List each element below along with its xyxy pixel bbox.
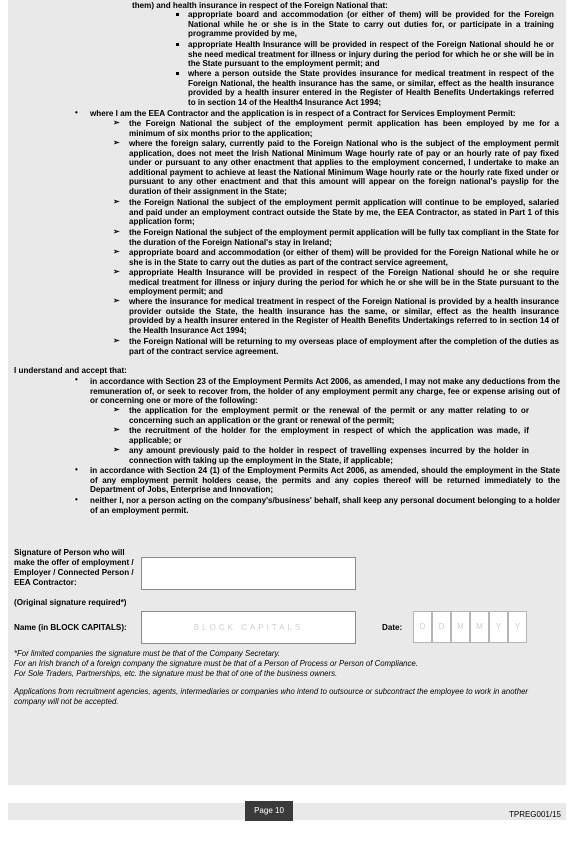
arrow-bullet: ➢ [113, 227, 120, 236]
note-sole-traders: For Sole Traders, Partnerships, etc. the signature must be that of one of the business owners. [14, 669, 338, 678]
name-label: Name (in BLOCK CAPITALS): [14, 623, 127, 632]
bullet-dot: • [75, 375, 78, 384]
eea-item-2: where the foreign salary, currently paid to the Foreign National who is the subject of the employment permit application, does not meet the Irish National Minimum Wage hourly rate of pay or an hourly rate of pay fixed under or pursuant to any other enactment that applies to the employment concerned, I undertake to make an additional payment to achieve at least the National Minimum Wage hourly rate or the hourly rate fixed under or pursuant to any other enactment and that this amount will appear on the foreign national's payslip for the duration of their assignment in the State; [129, 139, 559, 196]
understand-subitem-1: the application for the employment permit or the renewal of the permit or any matter relating to or concerning such an application or the grant or renewal of the permit; [129, 406, 529, 425]
eea-item-4: the Foreign National the subject of the employment permit application will be fully tax compliant in the State for the duration of the Foreign National's stay in Ireland; [129, 228, 559, 247]
arrow-bullet: ➢ [113, 138, 120, 147]
eea-intro: where I am the EEA Contractor and the application is in respect of a Contract for Services Employment Permit: [90, 109, 516, 118]
date-month-1[interactable]: M [451, 611, 470, 643]
square-bullet [176, 72, 179, 75]
bullet-dot: • [75, 495, 78, 504]
applications-note: Applications from recruitment agencies, agents, intermediaries or companies who intend to outsource or subcontract the employee to work in another company will not be accepted. [14, 687, 528, 707]
date-label: Date: [382, 623, 403, 632]
arrow-bullet: ➢ [113, 336, 120, 345]
date-year-1[interactable]: Y [489, 611, 508, 643]
square-bullet [176, 43, 179, 46]
note-limited-companies: *For limited companies the signature must be that of the Company Secretary. [14, 649, 280, 658]
understand-subitem-3: any amount previously paid to the holder in respect of travelling expenses incurred by the holder in connection with taking up the employment in the State, if applicable; [129, 446, 529, 465]
eea-item-3: the Foreign National the subject of the employment permit application will continue to be employed, salaried and paid under an employment contract outside the State by me, the EEA Contractor, as stated in Part 1 of this application form; [129, 198, 559, 227]
understand-heading: I understand and accept that: [14, 366, 127, 375]
date-month-2[interactable]: M [470, 611, 489, 643]
form-code: TPREG001/15 [508, 810, 561, 819]
arrow-bullet: ➢ [113, 197, 120, 206]
name-placeholder: BLOCK CAPITALS [193, 623, 304, 632]
arrow-bullet: ➢ [113, 118, 120, 127]
signature-label: Signature of Person who will make the offer of employment / Employer / Connected Person / EEA Contractor: [14, 548, 134, 587]
top-item-2: appropriate Health Insurance will be provided in respect of the Foreign National should he or she need medical treatment for illness or injury during the period for which he or she will be in the State pursuant to the employment permit; and [188, 40, 554, 69]
date-day-1[interactable]: D [413, 611, 432, 643]
understand-subitem-2: the recruitment of the holder for the employment in respect of which the application was made, if applicable; or [129, 426, 529, 445]
continuation-text: them) and health insurance in respect of the Foreign National that: [132, 1, 388, 10]
square-bullet [176, 13, 179, 16]
understand-item-2: in accordance with Section 24 (1) of the Employment Permits Act 2006, as amended, should the employment in the State of any employment permit holders cease, the permits and any copies thereof will be returned immediately to the Department of Jobs, Enterprise and Innovation; [90, 466, 560, 495]
eea-item-5: appropriate board and accommodation (or either of them) will be provided for the Foreign National while he or she is in the State to carry out the duties as part of the contract service agreement, [129, 248, 559, 267]
eea-item-6: appropriate Health Insurance will be provided in respect of the Foreign National should he or she require medical treatment for illness or injury during the period for which he or she will be in the State pursuant to the employment permit; and [129, 268, 559, 297]
bullet-dot: • [75, 108, 78, 117]
eea-item-8: the Foreign National will be returning to my overseas place of employment after the completion of the duties as part of the contract service agreement. [129, 337, 559, 356]
arrow-bullet: ➢ [113, 445, 120, 454]
arrow-bullet: ➢ [113, 405, 120, 414]
page-number: Page 10 [245, 801, 293, 821]
understand-item-1 [90, 377, 560, 406]
date-year-2[interactable]: Y [508, 611, 527, 643]
top-item-3: where a person outside the State provides insurance for medical treatment in respect of the Foreign National, the health insurance has the same, or similar, effect as the health insurance provided by a health insurer entered in the Register of Health Benefits Undertakings referred to in section 14 of the Health4 Insurance Act 1994; [188, 69, 554, 107]
arrow-bullet: ➢ [113, 247, 120, 256]
bullet-dot: • [75, 465, 78, 474]
note-irish-branch: For an Irish branch of a foreign company the signature must be that of a Person of Process or Person of Compliance. [14, 659, 418, 668]
arrow-bullet: ➢ [113, 296, 120, 305]
top-item-1: appropriate board and accommodation (or either of them) will be provided for the Foreign National while he or she is in the State to carry out duties for, or participate in a training programme provided by me, [188, 10, 554, 39]
eea-item-1: the Foreign National the subject of the employment permit application has been employed by me for a minimum of six months prior to the application; [129, 119, 559, 138]
date-day-2[interactable]: D [432, 611, 451, 643]
eea-item-7: where the insurance for medical treatment in respect of the Foreign National is provided by a health insurance provider outside the State, the health insurance has the same, or similar, effect as the health insurance provided by a health insurer entered in the Register of Health Benefits Undertakings referred to in section 14 of the Health Insurance Act 1994; [129, 297, 559, 335]
name-field[interactable] [141, 611, 356, 644]
arrow-bullet: ➢ [113, 425, 120, 434]
understand-item-3: neither I, nor a person acting on the company's/business' behalf, shall keep any personal document belonging to a holder of an employment permit. [90, 496, 560, 515]
signature-note: (Original signature required*) [14, 598, 127, 607]
understand-item-1-text: in accordance with Section 23 of the Employment Permits Act 2006, as amended, I may not make any deductions from the remuneration of, or seek to recover from, the holder of any employment permit any charge, fee or expense arising out of or concerning one or more of the following: [90, 377, 560, 406]
signature-field[interactable] [141, 557, 356, 590]
arrow-bullet: ➢ [113, 267, 120, 276]
